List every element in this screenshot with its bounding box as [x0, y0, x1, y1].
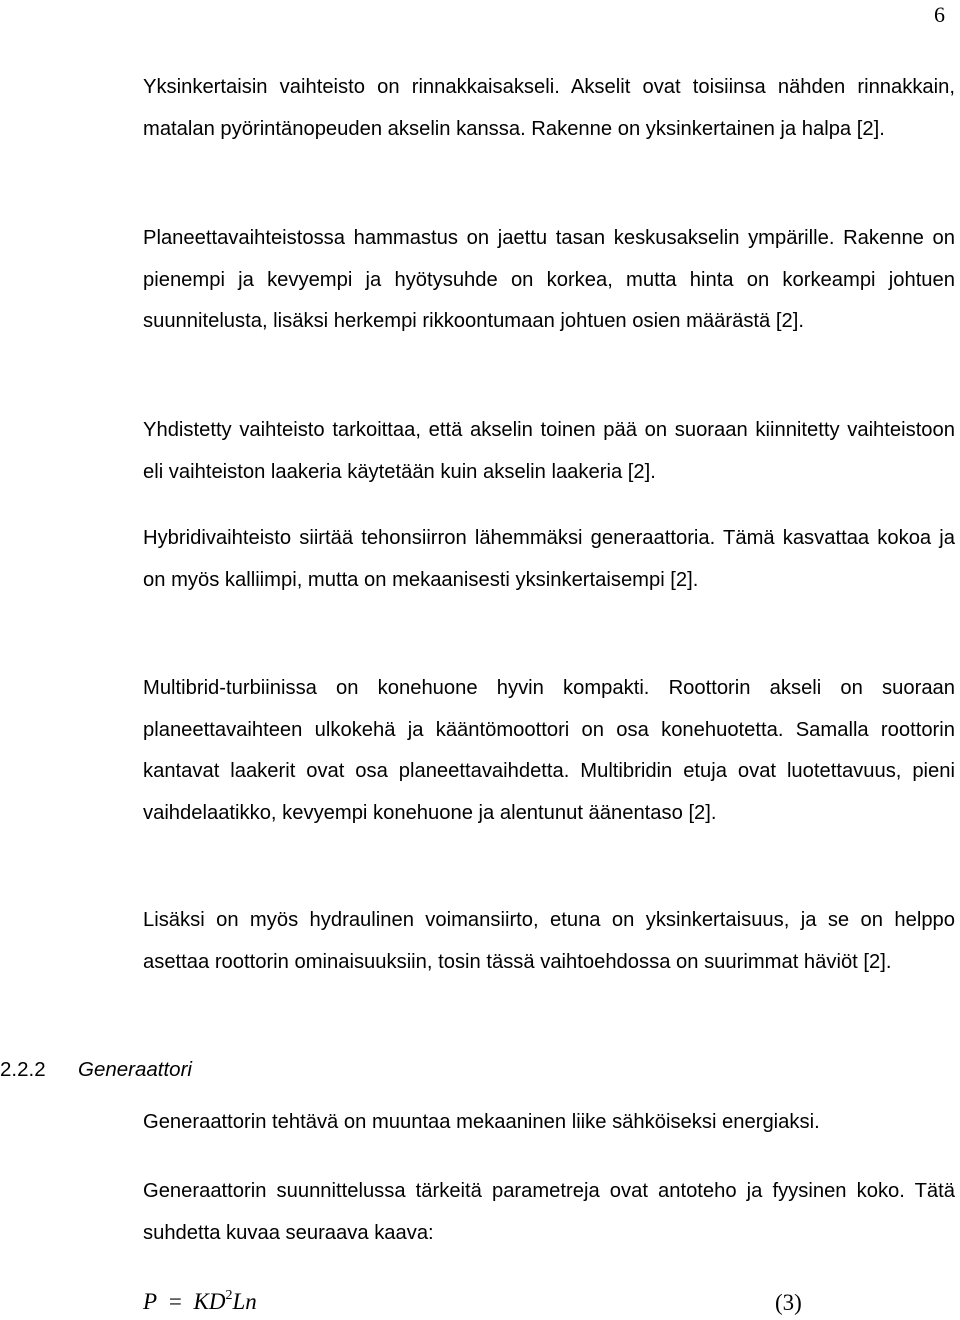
formula-k: K [193, 1289, 209, 1314]
power-formula [143, 1288, 257, 1315]
formula-equals: = [168, 1289, 182, 1314]
formula-exponent: 2 [225, 1288, 233, 1303]
paragraph-planetary-gear: Planeettavaihteistossa hammastus on jaettu tasan keskusakselin ympärille. Rakenne on pienempi ja kevyempi ja hyötysuhde on korkea, mutta hinta on korkeampi johtuen suunnitelusta, lisäksi herkempi rikkoontumaan johtuen osien määrästä [2]. [143, 227, 955, 332]
paragraph-generator-purpose: Generaattorin tehtävä on muuntaa mekaaninen liike sähköiseksi energiaksi. [143, 1111, 820, 1133]
formula-lhs: P [143, 1289, 158, 1314]
paragraph-multibrid: Multibrid-turbiinissa on konehuone hyvin kompakti. Roottorin akseli on suoraan planeettavaihteen ulkokehä ja kääntömoottori on osa konehuotetta. Samalla roottorin kantavat laakerit ovat osa planeettavaihdetta. Multibridin etuja ovat luotettavuus, pieni vaihdelaatikko, kevyempi konehuone ja alentunut äänentaso [2]. [143, 677, 955, 824]
formula-ln: Ln [232, 1289, 257, 1314]
paragraph-hybrid-gear: Hybridivaihteisto siirtää tehonsiirron lähemmäksi generaattoria. Tämä kasvattaa kokoa ja on myös kalliimpi, mutta on mekaanisesti yksinkertaisempi [2]. [143, 527, 955, 591]
section-title: Generaattori [78, 1058, 192, 1081]
formula-d: D [208, 1289, 226, 1314]
paragraph-hydraulic: Lisäksi on myös hydraulinen voimansiirto, etuna on yksinkertaisuus, ja se on helppo asettaa roottorin ominaisuuksiin, tosin tässä vaihtoehdossa on suurimmat häviöt [2]. [143, 909, 955, 973]
section-number: 2.2.2 [0, 1058, 46, 1081]
page-number: 6 [934, 2, 945, 27]
paragraph-combined-gear: Yhdistetty vaihteisto tarkoittaa, että akselin toinen pää on suoraan kiinnitetty vaihteistoon eli vaihteiston laakeria käytetään kuin akselin laakeria [2]. [143, 419, 955, 483]
equation-number: (3) [775, 1290, 802, 1315]
paragraph-generator-design: Generaattorin suunnittelussa tärkeitä parametreja ovat antoteho ja fyysinen koko. Tätä suhdetta kuvaa seuraava kaava: [143, 1180, 955, 1244]
section-heading [0, 1053, 192, 1087]
paragraph-parallel-shaft: Yksinkertaisin vaihteisto on rinnakkaisakseli. Akselit ovat toisiinsa nähden rinnakkain, matalan pyörintänopeuden akselin kanssa. Rakenne on yksinkertainen ja halpa [2]. [143, 76, 955, 140]
